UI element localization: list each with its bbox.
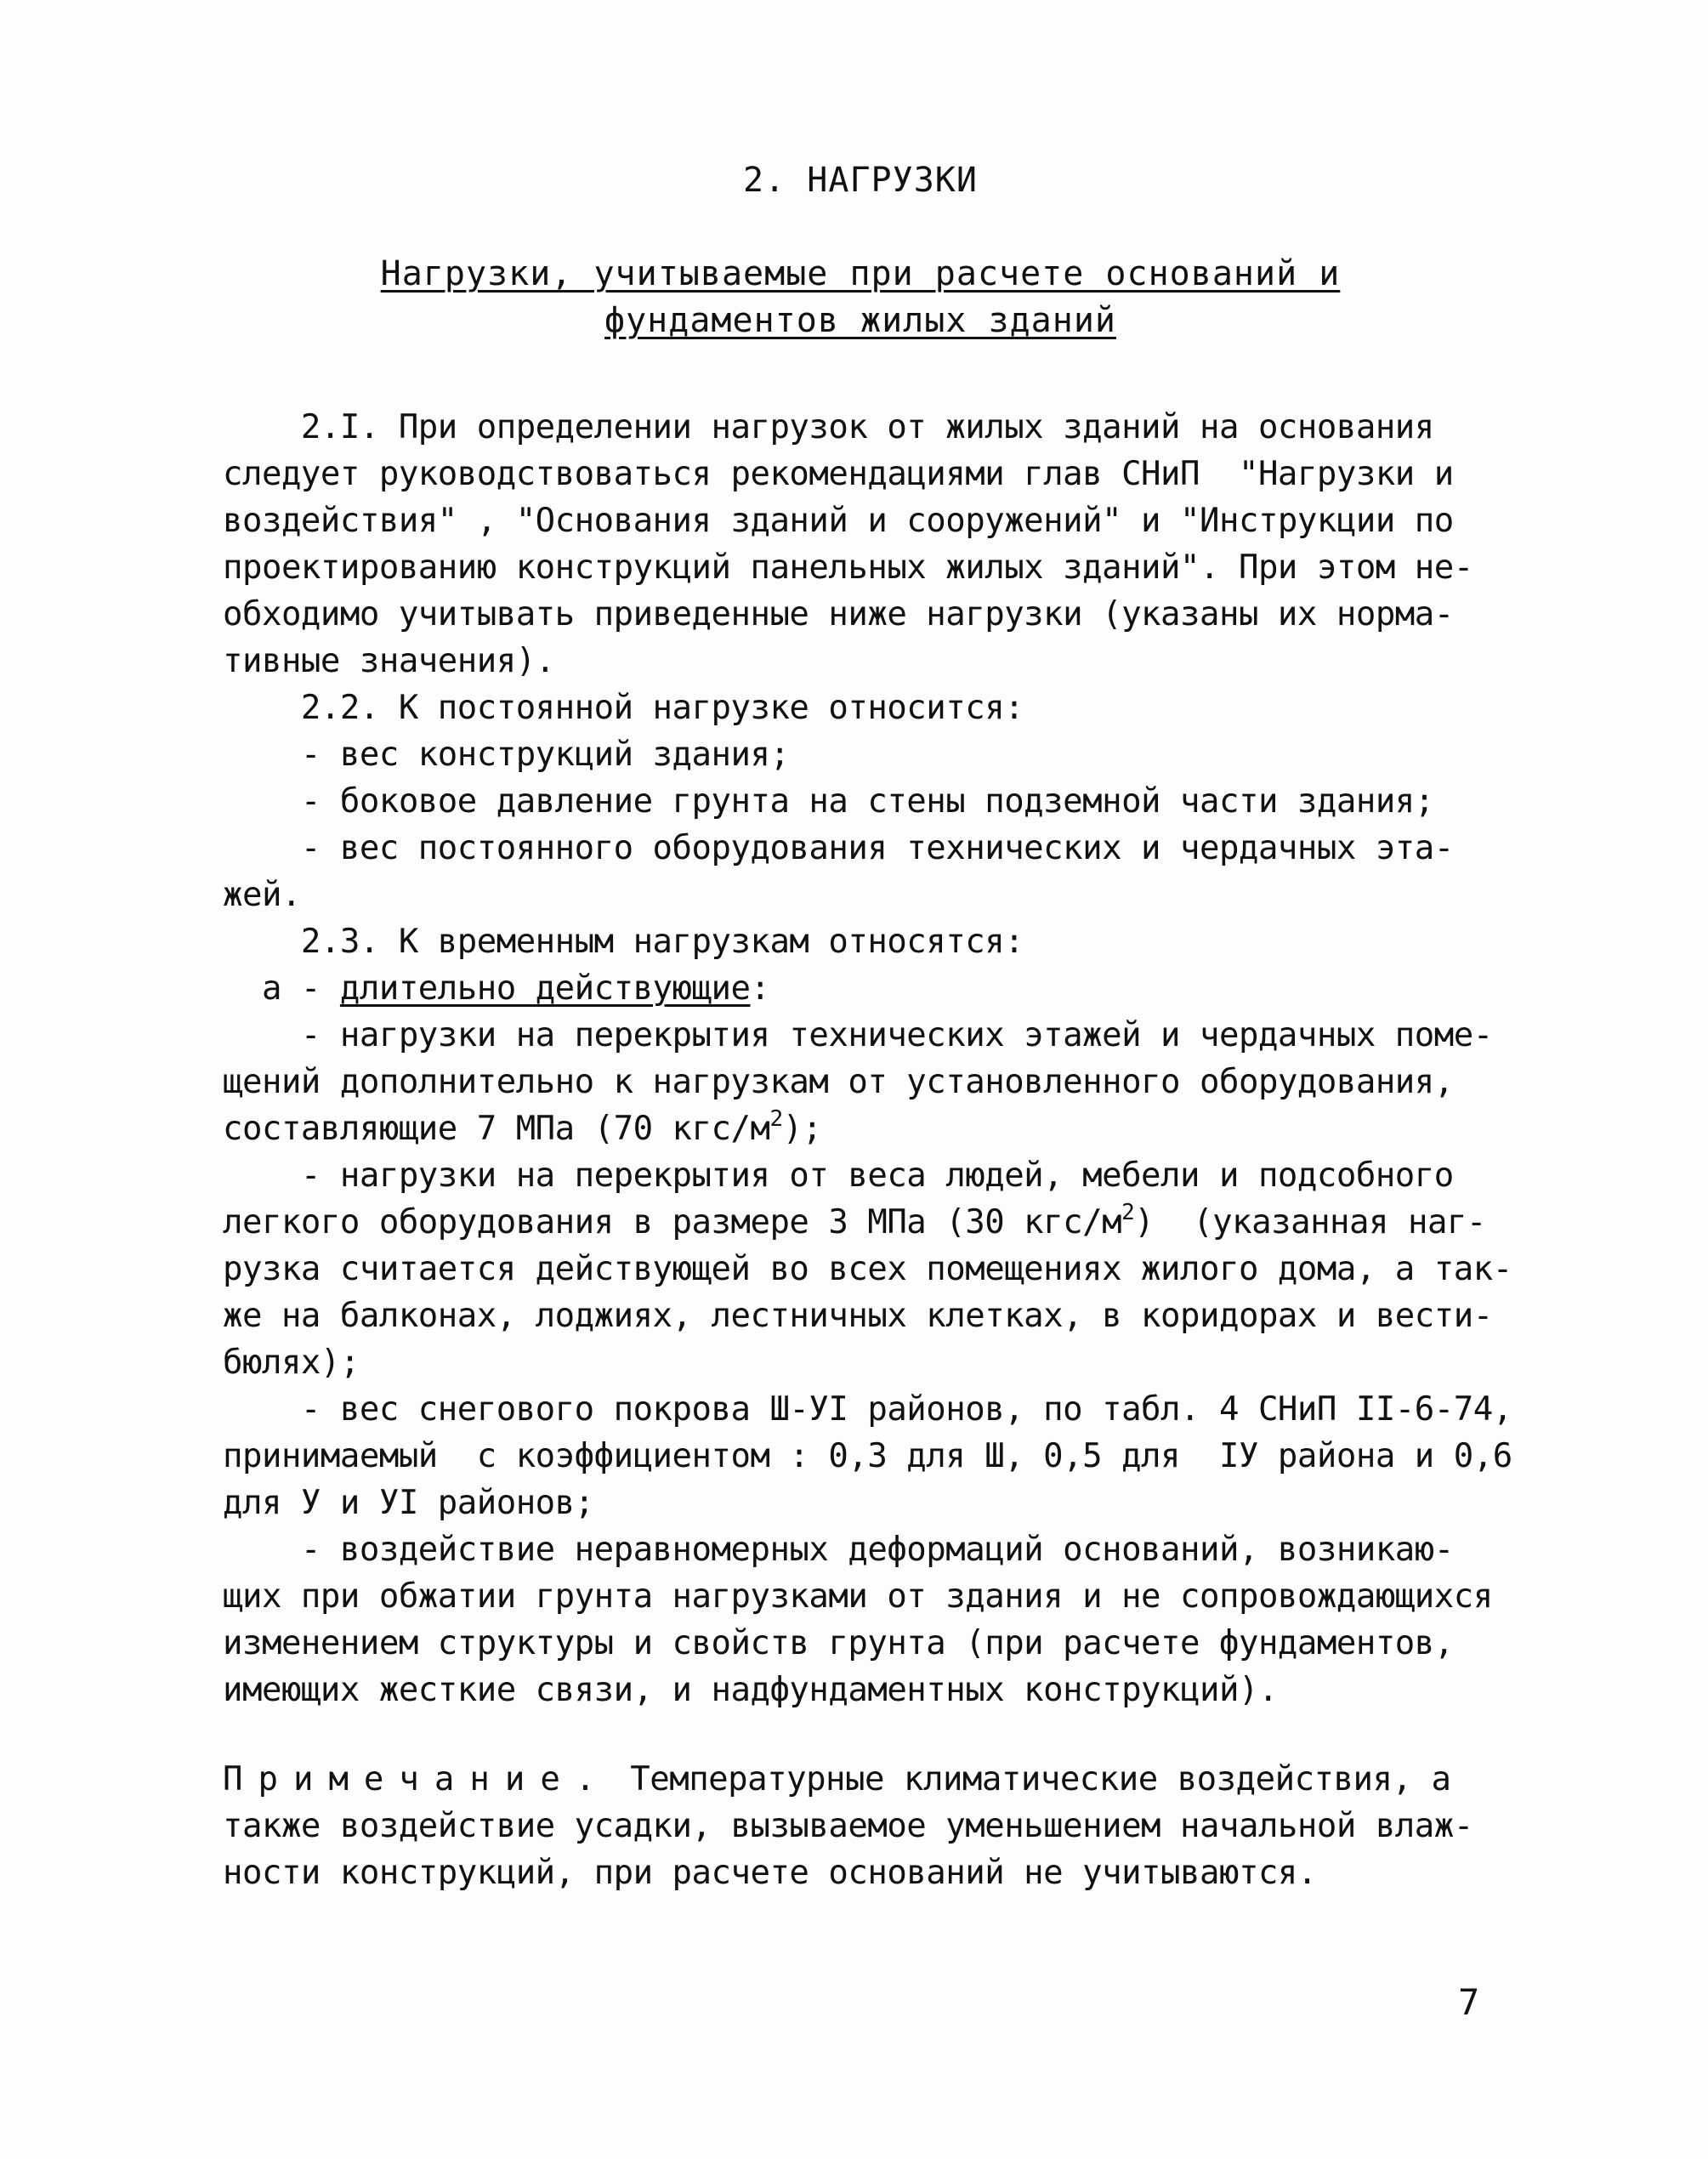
paragraph-2-1-line: обходимо учитывать приведенные ниже нагрузки (указаны их норма- — [223, 595, 1454, 633]
list-item: - нагрузки на перекрытия технических этажей и чердачных поме- — [223, 1016, 1493, 1054]
list-item: - вес постоянного оборудования технических и чердачных эта- — [223, 829, 1454, 867]
section-subtitle-line-2 — [223, 298, 1498, 344]
paragraph-2-3-line: 2.3. К временным нагрузкам относятся: — [223, 923, 1024, 961]
text-fragment: ); — [782, 1110, 822, 1148]
note-line: также воздействие усадки, вызываемое уменьшением начальной влаж- — [223, 1807, 1473, 1845]
list-item-continuation: бюлях); — [223, 1344, 360, 1382]
list-item-continuation: имеющих жесткие связи, и надфундаментных конструкций). — [223, 1671, 1278, 1709]
subsection-a-line — [223, 965, 1498, 1012]
section-title: 2. НАГРУЗКИ — [743, 161, 978, 200]
text-fragment: ) (указанная наг- — [1134, 1203, 1486, 1241]
list-item: - боковое давление грунта на стены подземной части здания; — [223, 782, 1434, 821]
list-item-continuation: жей. — [223, 876, 301, 914]
note — [223, 1756, 1498, 1896]
list-item: - вес конструкций здания; — [223, 736, 790, 774]
paragraph-2-1-line: проектированию конструкций панельных жилых зданий". При этом не- — [223, 548, 1473, 587]
paragraph-2-1-line: воздействия" , "Основания зданий и сооружений" и "Инструкции по — [223, 502, 1454, 540]
paragraph-2-1-line: следует руководствоваться рекомендациями глав СНиП "Нагрузки и — [223, 455, 1454, 493]
note-line — [223, 1756, 1498, 1803]
list-item-continuation: щений дополнительно к нагрузкам от установленного оборудования, — [223, 1063, 1454, 1101]
paragraph-2-1-line: тивные значения). — [223, 642, 555, 680]
list-item-continuation: изменением структуры и свойств грунта (при расчете фундаментов, — [223, 1624, 1454, 1662]
subsection-a-suffix: : — [750, 969, 770, 1008]
list-item-continuation — [223, 1199, 1498, 1246]
list-item-continuation — [223, 1105, 1498, 1152]
text-fragment: легкого оборудования в размере 3 МПа (30 кгс/м — [223, 1203, 1122, 1241]
list-item-continuation: для У и УI районов; — [223, 1484, 594, 1522]
section-subtitle-line-1 — [223, 251, 1498, 298]
list-item: - вес снегового покрова Ш-УI районов, по табл. 4 СНиП II-6-74, — [223, 1390, 1512, 1429]
list-item: - нагрузки на перекрытия от веса людей, мебели и подсобного — [223, 1156, 1454, 1195]
subtitle-text-1: Нагрузки, учитываемые при расчете оснований и — [380, 254, 1341, 293]
note-line: ности конструкций, при расчете оснований не учитываются. — [223, 1854, 1317, 1892]
body-text — [223, 404, 1512, 1713]
list-item-continuation: рузка считается действующей во всех помещениях жилого дома, а так- — [223, 1250, 1512, 1288]
list-item-continuation: же на балконах, лоджиях, лестничных клетках, в коридорах и вести- — [223, 1297, 1493, 1335]
subtitle-text-2: фундаментов жилых зданий — [604, 301, 1116, 340]
paragraph-2-1-line: 2.I. При определении нагрузок от жилых зданий на основания — [223, 408, 1434, 446]
list-item-continuation: принимаемый с коэффициентом : 0,3 для Ш, 0,5 для IУ района и 0,6 — [223, 1437, 1512, 1475]
note-text: Температурные климатические воздействия, а — [610, 1760, 1451, 1798]
note-label: Примечание. — [223, 1760, 611, 1798]
superscript: 2 — [769, 1106, 783, 1132]
superscript: 2 — [1121, 1200, 1135, 1225]
subsection-a-label: длительно действующие — [339, 969, 751, 1008]
text-fragment: составляющие 7 МПа (70 кгс/м — [223, 1110, 770, 1148]
paragraph-2-2-line: 2.2. К постоянной нагрузке относится: — [223, 689, 1024, 727]
list-item-continuation: щих при обжатии грунта нагрузками от здания и не сопровождающихся — [223, 1577, 1493, 1616]
list-item: - воздействие неравномерных деформаций оснований, возникаю- — [223, 1531, 1454, 1569]
subsection-a-prefix: а - — [223, 969, 340, 1008]
page-number: 7 — [1458, 1981, 1480, 2023]
